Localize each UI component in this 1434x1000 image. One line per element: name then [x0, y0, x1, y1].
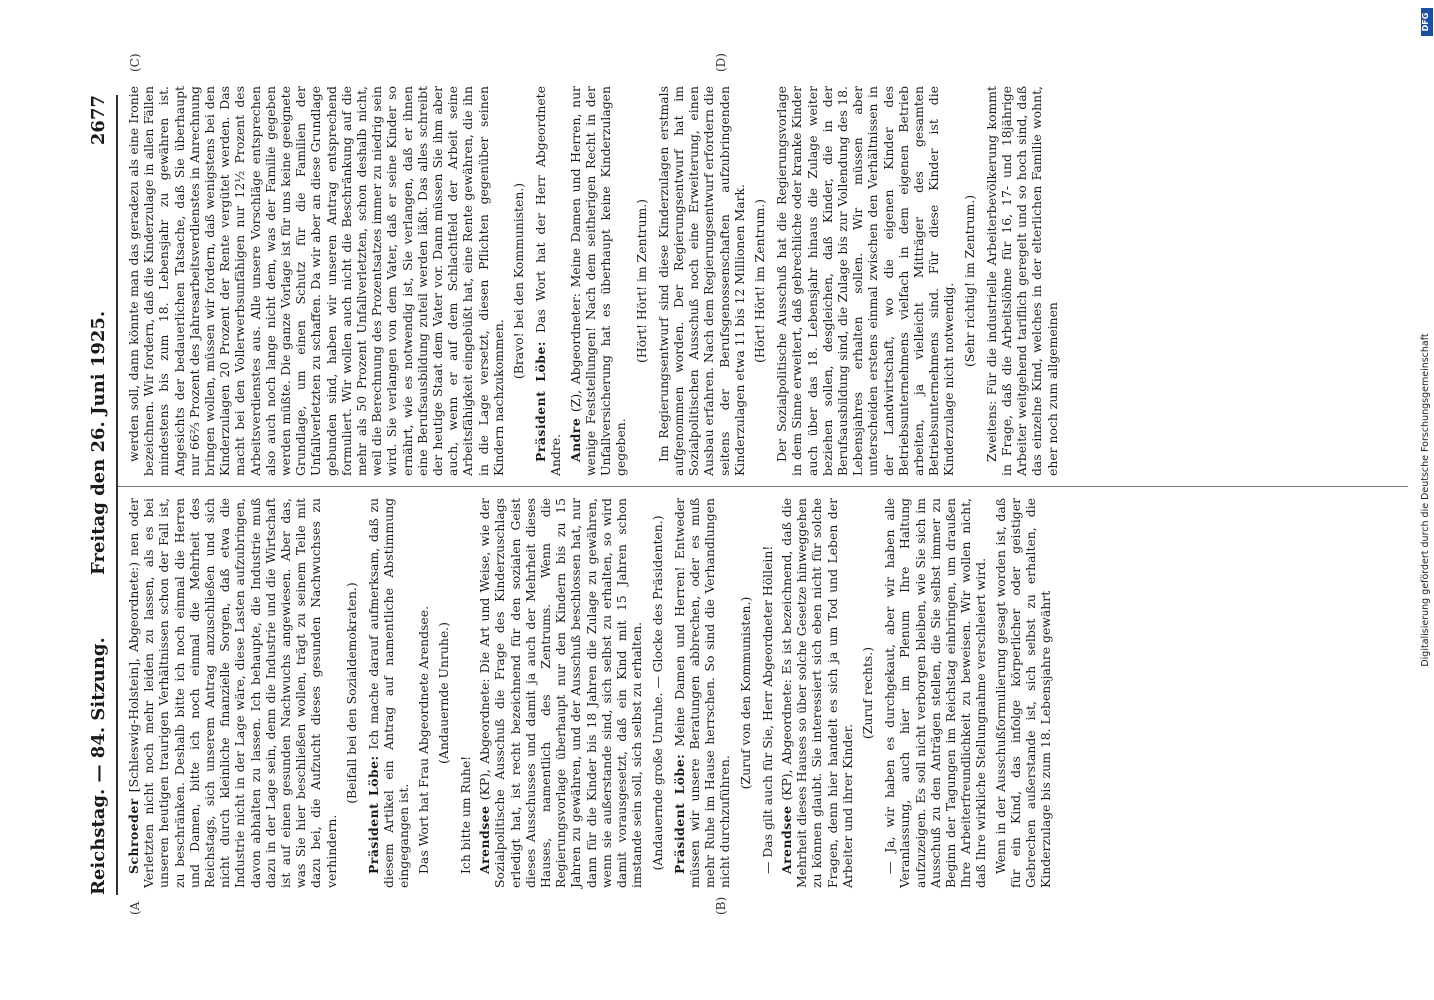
paragraph: [126, 86, 506, 476]
paragraph: [126, 498, 339, 888]
interjection: (Andauernde Unruhe.): [435, 622, 451, 764]
interjection: (Zuruf von den Kommunisten.): [737, 596, 753, 790]
paragraph-text: (Z), Abgeordneter: Meine Damen und Herren, nur wenige Feststellungen! Nach dem seitherigen Recht in der Unfallversicherung hat es überhaupt keine Kinderzulagen gegeben.: [567, 86, 629, 476]
interjection: (Andauernde große Unruhe. — Glocke des Präsidenten.): [649, 515, 665, 871]
running-head-date: Freitag den 26. Juni 1925.: [88, 310, 109, 575]
dfg-logo-text: DFG: [1421, 12, 1430, 32]
speaker-name: Andre: [567, 417, 583, 462]
dfg-logo: [1421, 8, 1433, 36]
paragraph: [672, 498, 733, 888]
left-text-column: [126, 498, 1057, 888]
header-rule: [116, 95, 118, 895]
speaker-name: Schroeder: [126, 798, 141, 874]
page-number: 2677: [88, 95, 109, 146]
paragraph-text: — Ja, wir haben es durchgekaut, aber wir haben alle Veranlassung, auch hier im Plenum Ihre Haltung aufzuzeigen. Es soll nicht verborgen bleiben, wie Sie sich im Ausschuß zu den Anträgen stellen, die Sie selbst immer zu Beginn der Tagungen im Reichstag einbringen, um draußen Ihre Arbeiterfreundlichkeit zu beweisen. Wir wollen nicht, daß Ihre wirkliche Stellungnahme verschleiert wird.: [882, 498, 989, 888]
paragraph: [993, 498, 1054, 888]
paragraph: [656, 86, 747, 476]
column-divider: [118, 486, 1408, 487]
paragraph-text: Zweitens: Für die industrielle Arbeiterbevölkerung kommt in Frage, daß die Arbeitslöhne für 16, 17- und 18jährige Arbeiter weitgehend tariflich geregelt und so hoch sind, daß das einzelne Kind, welches in der elterlichen Familie wohnt, eher noch zum allgemeinen: [983, 86, 1060, 476]
running-head-session: Reichstag. — 84. Sitzung.: [88, 637, 109, 895]
interjection: (Zuruf rechts.): [859, 646, 875, 740]
paragraph-text: Ich bitte um Ruhe!: [458, 755, 474, 874]
margin-marker-c: (C): [128, 53, 142, 72]
margin-marker-b: (B): [714, 896, 728, 915]
interjection: (Bravo! bei den Kommunisten.): [511, 182, 527, 380]
paragraph: [779, 498, 855, 888]
interjection: (Hört! Hört! im Zentrum.): [751, 199, 767, 363]
paragraph: [533, 86, 563, 476]
digitization-credit: [1420, 8, 1434, 992]
paragraph-text: Wenn in der Ausschußformulierung gesagt worden ist, daß für ein Kind, das infolge körperlicher oder geistiger Gebrechen außerstande ist, sich selbst zu erhalten, die Kinderzulage bis zum 18. Lebensjahre gewährt: [992, 498, 1054, 888]
right-text-column: [126, 86, 1064, 476]
paragraph-text: Der Sozialpolitische Ausschuß hat die Regierungsvorlage in dem Sinne erweitert, daß gebrechliche oder kranke Kinder auch über das 18. Lebensjahr hinaus die Zulage weiter beziehen sollen, desgleichen, daß Kinder, die in der Berufsausbildung sind, die Zulage bis zur Vollendung des 18. Lebensjahres erhalten sollen. Wir müssen aber unterscheiden erstens einmal zwischen den Verhältnissen in der Landwirtschaft, wo die eigenen Kinder des Betriebsunternehmens vielfach in dem eigenen Betrieb arbeiten, ja vielleicht Mitträger des gesamten Betriebsunternehmens sind. Für diese Kinder ist die Kinderzulage nicht notwendig.: [774, 86, 957, 476]
paragraph-text: werden soll, dann könnte man das geradezu als eine Ironie bezeichnen. Wir fordern, daß die Kinderzulage in allen Fällen mindestens bis zum 18. Lebensjahr zu gewähren ist. Angesichts der bedauerlichen Tatsache, daß Sie überhaupt nur 66⅔ Prozent des Jahresarbeitsverdienstes in Anrechnung bringen wollen, müssen wir fordern, daß wenigstens bei den Kinderzulagen 20 Prozent der Rente vergütet werden. Das macht bei den Vollerwerbsunfähigen nur 12½ Prozent des Arbeitsverdienstes aus. Alle unsere Vorschläge entsprechen also auch noch lange nicht dem, was der Familie gegeben werden müßte. Die ganze Vorlage ist für uns keine geeignete Grundlage, um einen Schutz für die Familien der Unfallverletzten zu schaffen. Da wir aber an diese Grundlage gebunden sind, haben wir unseren Antrag entsprechend formuliert. Wir wollen auch nicht die Beschränkung auf die mehr als 50 Prozent Unfallverletzten, schon deshalb nicht, weil die Berechnung des Prozentsatzes immer zu niedrig sein wird. Sie verlangen von dem Vater, daß er seine Kinder so ernährt, wie es notwendig ist, Sie verlangen, daß er ihnen eine Berufsausbildung zuteil werden läßt. Das alles schreibt der heutige Staat dem Vater vor. Dann müssen Sie ihm aber auch, wenn er auf dem Schlachtfeld der Arbeit seine Arbeitsfähigkeit eingebüßt hat, eine Rente gewähren, die ihn in die Lage versetzt, diesen Pflichten gegenüber seinen Kindern nachzukommen.: [126, 86, 506, 476]
paragraph: [366, 498, 412, 888]
paragraph: [984, 86, 1060, 476]
paragraph-text: Im Regierungsentwurf sind diese Kinderzulagen erstmals aufgenommen worden. Der Regierungsentwurf hat im Sozialpolitischen Ausschuß noch eine Erweiterung, einen Ausbau erfahren. Nach dem Regierungsentwurf erfordern die seitens der Berufsgenossenschaften aufzubringenden Kinderzulagen etwa 11 bis 12 Millionen Mark.: [655, 86, 747, 476]
paragraph-text: Das Wort hat der Herr Abgeordnete Andre.: [533, 86, 564, 476]
paragraph-text: [Schleswig-Holstein], Abgeordnete:) nen oder Verletzten nicht noch mehr leiden zu lassen, als es bei unseren heutigen traurigen Verhältnissen schon der Fall ist, zu beschränken. Deshalb bitte ich noch einmal die Herren und Damen, bitte ich noch einmal die Mehrheit des Reichstags, sich unserem Antrag anzuschließen und sich nicht durch kleinliche finanzielle Sorgen, daß etwa die Industrie nicht in der Lage wäre, diese Lasten aufzubringen, davon abhalten zu lassen. Ich behaupte, die Industrie muß dazu in der Lage sein, denn die Industrie und die Wirtschaft ist auf einen gesunden Nachwuchs angewiesen. Aber das, was Sie hier beschließen wollen, trägt zu seinem Teile mit dazu bei, die Aufzucht dieses gesunden Nachwuchses zu verhindern.: [126, 498, 339, 888]
credit-text: Digitalisierung gefördert durch die Deutsche Forschungsgemeinschaft: [1420, 333, 1431, 667]
paragraph-text: Ich mache darauf aufmerksam, daß zu diesem Artikel ein Antrag auf namentliche Abstimmung eingegangen ist.: [366, 498, 412, 888]
paragraph: [477, 498, 644, 888]
speaker-name: Arendsee: [778, 805, 794, 874]
paragraph-text: (KP), Abgeordnete: Es ist bezeichnend, daß die Mehrheit dieses Hauses so über solche Gesetze hinweggehen zu können glaubt. Sie interessiert sich eben nicht für solche Fragen, denn hier handelt es sich ja um Tod und Leben der Arbeiter und ihrer Kinder.: [778, 498, 855, 888]
paragraph-text: Das Wort hat Frau Abgeordnete Arendsee.: [415, 605, 431, 874]
paragraph: [760, 498, 775, 888]
paragraph-text: — Das gilt auch für Sie, Herr Abgeordneter Höllein!: [759, 545, 775, 874]
paragraph-text: (KP), Abgeordnete: Die Art und Weise, wie der Sozialpolitische Ausschuß die Frage des Kinderzuschlags erledigt hat, ist recht bezeichnend für den sozialen Geist dieses Ausschusses und damit ja auch der Mehrheit dieses Hauses, namentlich des Zentrums. Wenn die Regierungsvorlage überhaupt nur den Kindern bis zu 15 Jahren zu gewähren, und der Ausschuß beschlossen hat, nur dann für die Kinder bis 18 Jahren die Zulage zu gewähren, wenn sie außerstande sind, sich selbst zu erhalten, so wird damit vorausgesetzt, daß ein Kind mit 15 Jahren schon imstande sein soll, sich selbst zu erhalten.: [477, 498, 645, 888]
speaker-name: Präsident Löbe:: [366, 755, 382, 874]
margin-marker-a: (A: [128, 901, 142, 915]
paragraph-text: Meine Damen und Herren! Entweder müssen wir unsere Beratungen abbrechen, oder es muß mehr Ruhe im Hause herrschen. So sind die Verhandlungen nicht durchzuführen.: [671, 497, 733, 888]
interjection: (Beifall bei den Sozialdemokraten.): [343, 582, 359, 804]
paragraph: [882, 498, 988, 888]
margin-marker-d: (D): [714, 53, 728, 72]
speaker-name: Arendsee: [477, 805, 493, 874]
paragraph: [458, 498, 473, 888]
speaker-name: Präsident Löbe:: [533, 341, 549, 462]
interjection: (Sehr richtig! im Zentrum.): [961, 194, 977, 368]
paragraph: [774, 86, 956, 476]
paragraph: [416, 498, 431, 888]
paragraph: [568, 86, 629, 476]
interjection: (Hört! Hört! im Zentrum.): [633, 199, 649, 363]
running-head: [88, 95, 114, 895]
speaker-name: Präsident Löbe:: [671, 753, 687, 874]
